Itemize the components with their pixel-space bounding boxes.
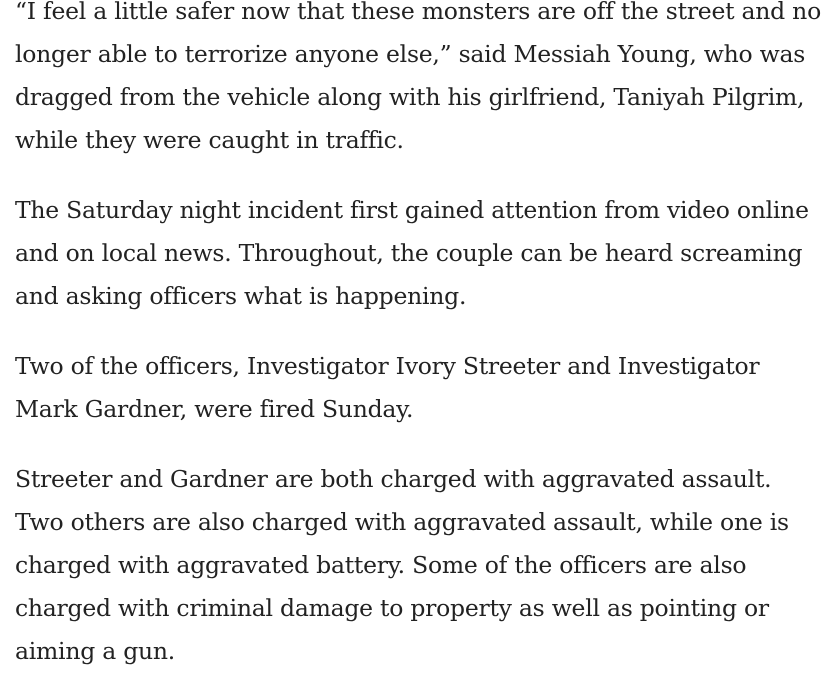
article-paragraph-quote: “I feel a little safer now that these monsters are off the street and no longer able to terrorize anyone else,” said Messiah Young, who was dragged from the vehicle along with his girlfriend, Taniyah Pilgrim, while they were caught in traffic.: [15, 0, 821, 154]
article-paragraph-fired: Two of the officers, Investigator Ivory Streeter and Investigator Mark Gardner, were fired Sunday.: [15, 352, 760, 423]
article-body: [15, 0, 825, 700]
article-paragraph-incident: The Saturday night incident first gained attention from video online and on local news. Throughout, the couple can be heard screaming and asking officers what is happening.: [15, 196, 809, 310]
article-paragraph-charges: Streeter and Gardner are both charged with aggravated assault. Two others are also charged with aggravated assault, while one is charged with aggravated battery. Some of the officers are also charged with criminal damage to property as well as pointing or aiming a gun.: [15, 465, 789, 665]
